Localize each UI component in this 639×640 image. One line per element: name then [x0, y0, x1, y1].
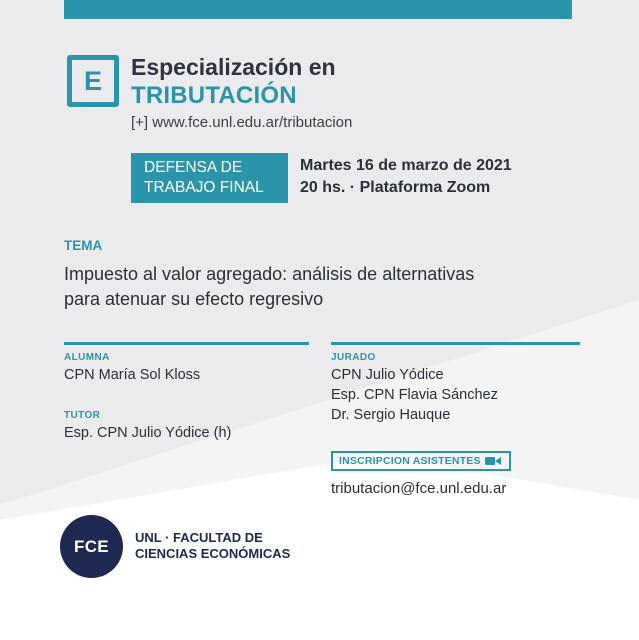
institution-name-line-2: CIENCIAS ECONÓMICAS [135, 546, 291, 561]
jury-member: Esp. CPN Flavia Sánchez [331, 387, 498, 403]
title-line-1: Especialización en [131, 54, 336, 80]
title-line-2: TRIBUTACIÓN [131, 82, 297, 109]
event-badge [131, 153, 288, 203]
topic-label: TEMA [64, 238, 103, 253]
institution-name [135, 530, 290, 562]
registration-button[interactable] [331, 451, 511, 471]
topic-title-line-1: Impuesto al valor agregado: análisis de alternativas [64, 264, 475, 284]
jury-label: JURADO [331, 352, 376, 363]
contact-email[interactable]: tributacion@fce.unl.edu.ar [331, 480, 507, 497]
event-badge-line-1: DEFENSA DE [144, 159, 243, 176]
jury-member: Dr. Sergio Hauque [331, 407, 451, 423]
fce-logo [60, 515, 123, 578]
institution-name-line-1: UNL · FACULTAD DE [135, 530, 263, 545]
left-divider [64, 342, 309, 345]
event-time-place: 20 hs. · Plataforma Zoom [300, 179, 491, 196]
right-divider [331, 342, 580, 345]
student-label: ALUMNA [64, 352, 110, 363]
registration-button-label: INSCRIPCION ASISTENTES [339, 455, 481, 467]
tutor-name: Esp. CPN Julio Yódice (h) [64, 425, 232, 441]
event-datetime [300, 155, 512, 199]
event-date: Martes 16 de marzo de 2021 [300, 157, 512, 174]
jury-member: CPN Julio Yódice [331, 367, 444, 383]
website-link[interactable]: [+] www.fce.unl.edu.ar/tributacion [131, 114, 353, 131]
student-name: CPN María Sol Kloss [64, 367, 201, 383]
event-badge-line-2: TRABAJO FINAL [144, 179, 264, 196]
tutor-label: TUTOR [64, 410, 101, 421]
video-camera-icon [485, 456, 501, 466]
specialization-logo-icon [67, 55, 119, 107]
fce-logo-text: FCE [74, 536, 109, 556]
logo-letter: E [83, 65, 102, 96]
top-accent-bar [64, 0, 572, 19]
topic-title-line-2: para atenuar su efecto regresivo [64, 289, 324, 309]
topic-title [64, 262, 584, 312]
